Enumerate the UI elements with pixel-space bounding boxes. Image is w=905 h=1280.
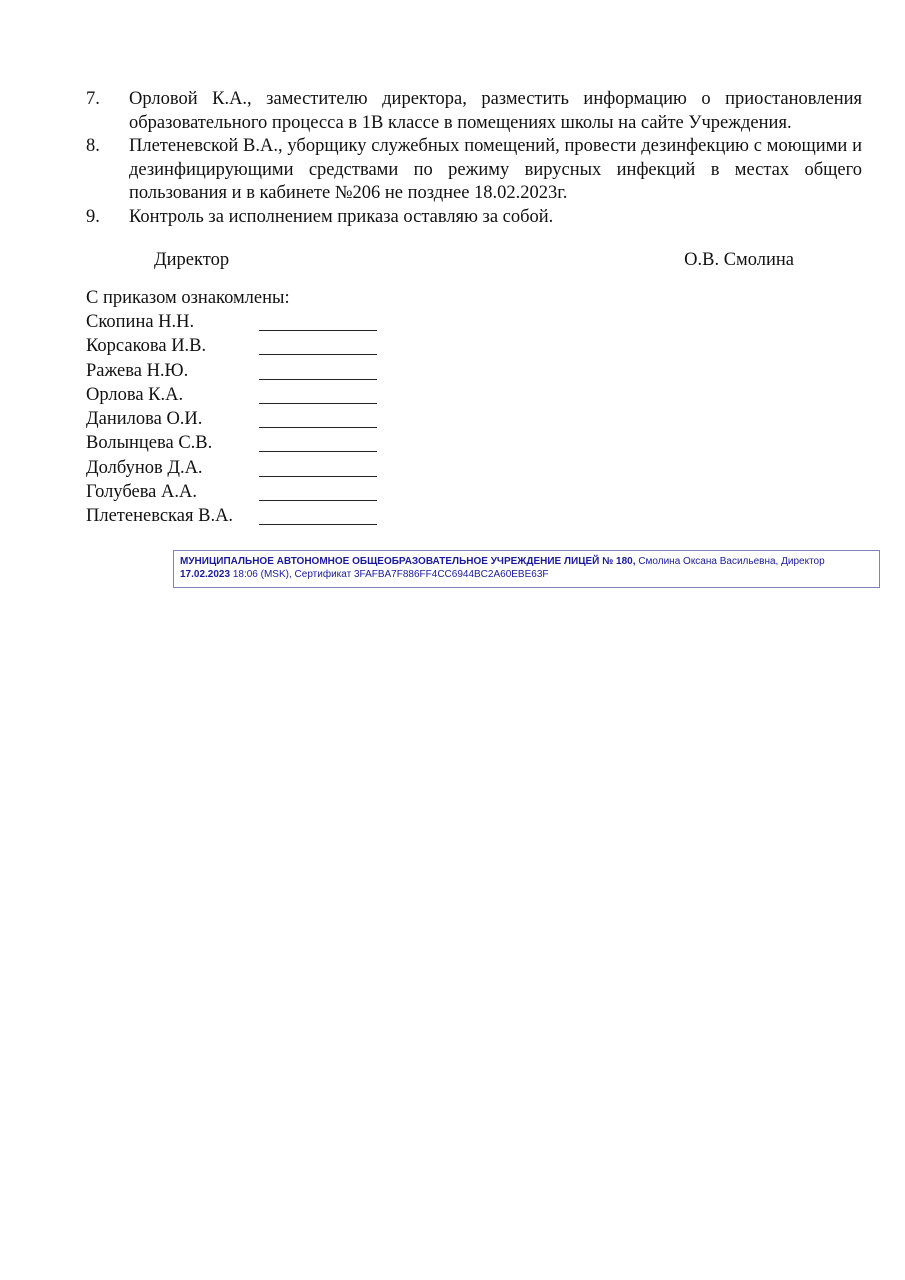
signature-line <box>259 451 377 452</box>
electronic-signature-stamp <box>173 550 880 588</box>
acknowledgement-title: С приказом ознакомлены: <box>86 288 290 308</box>
item-number: 8. <box>86 136 100 156</box>
stamp-certificate: Сертификат 3FAFBA7F886FF4CC6944BC2A60EBE63F <box>294 569 549 580</box>
stamp-line-1 <box>180 555 873 568</box>
signature-line <box>259 500 377 501</box>
acknowledgement-row <box>86 383 486 407</box>
acknowledgement-name: Голубева А.А. <box>86 482 197 503</box>
signature-line <box>259 330 377 331</box>
order-items-list <box>86 88 862 229</box>
acknowledgement-row <box>86 407 486 431</box>
signature-line <box>259 403 377 404</box>
stamp-signer: Смолина Оксана Васильевна, Директор <box>638 556 825 567</box>
acknowledgement-name: Ражева Н.Ю. <box>86 360 189 381</box>
item-text: Контроль за исполнением приказа оставляю за собой. <box>129 206 554 227</box>
acknowledgement-name: Плетеневская В.А. <box>86 506 234 527</box>
acknowledgement-name: Скопина Н.Н. <box>86 312 195 332</box>
acknowledgement-row <box>86 456 486 480</box>
order-item-7 <box>86 88 862 135</box>
order-item-9 <box>86 206 862 230</box>
acknowledgement-name: Данилова О.И. <box>86 409 203 430</box>
acknowledgement-row <box>86 359 486 383</box>
stamp-date: 17.02.2023 <box>180 569 231 580</box>
signature-line <box>259 354 377 355</box>
item-number: 9. <box>86 206 100 227</box>
acknowledgement-block <box>86 287 486 529</box>
signature-line <box>259 427 377 428</box>
acknowledgement-row <box>86 480 486 504</box>
acknowledgement-row <box>86 504 486 528</box>
acknowledgement-row <box>86 334 486 358</box>
acknowledgement-name: Долбунов Д.А. <box>86 457 203 478</box>
acknowledgement-name: Волынцева С.В. <box>86 433 213 454</box>
signature-line <box>259 379 377 380</box>
acknowledgement-row <box>86 431 486 455</box>
stamp-organization: МУНИЦИПАЛЬНОЕ АВТОНОМНОЕ ОБЩЕОБРАЗОВАТЕЛЬНОЕ УЧРЕЖДЕНИЕ ЛИЦЕЙ № 180, <box>180 556 636 567</box>
signature-line <box>259 524 377 525</box>
order-item-8 <box>86 135 862 206</box>
acknowledgement-name: Орлова К.А. <box>86 384 184 405</box>
item-number: 7. <box>86 89 100 109</box>
director-title: Директор <box>154 250 230 270</box>
item-text: Плетеневской В.А., уборщику служебных помещений, провести дезинфекцию с моющими и дезинфицирующими средствами по режиму вирусных инфекций в местах общего пользования и в кабинете №206 не позднее 18.02.2023г. <box>129 136 862 203</box>
director-name: О.В. Смолина <box>684 250 794 270</box>
acknowledgement-name: Корсакова И.В. <box>86 336 207 357</box>
signature-line <box>259 476 377 477</box>
item-text: Орловой К.А., заместителю директора, разместить информацию о приостановления образовательного процесса в 1В классе в помещениях школы на сайте Учреждения. <box>129 89 862 133</box>
acknowledgement-row <box>86 310 486 334</box>
stamp-line-2 <box>180 568 873 581</box>
stamp-time: 18:06 (MSK), <box>232 569 292 580</box>
